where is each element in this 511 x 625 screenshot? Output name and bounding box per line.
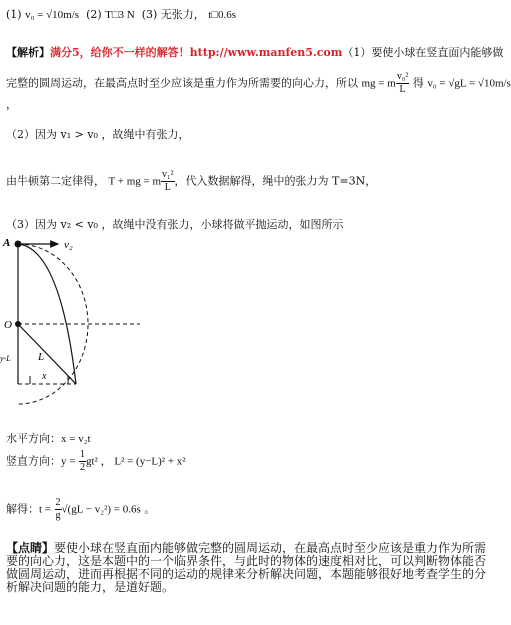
solve-num: 2	[55, 497, 61, 508]
p2b-fraction	[161, 170, 174, 193]
p2b-lead: 由牛顿第二定律得，	[6, 174, 105, 188]
p1-eq-fraction	[396, 72, 409, 95]
vertical-eq-line	[6, 450, 186, 473]
analysis-p1-lead: （1）要使小球在竖直面内能够做	[342, 46, 504, 59]
p1-eq-num: v₀²	[396, 71, 409, 82]
p1-result: v₀ = √gL = √10m/s	[427, 77, 511, 90]
vertical-num: 1	[79, 449, 85, 460]
vertical-den: 2	[79, 462, 85, 473]
answer-part1-label: (1)	[6, 8, 22, 21]
p1-end: ，	[6, 98, 17, 111]
solve-end: 。	[144, 502, 156, 516]
point-o	[15, 321, 21, 327]
solve-eq-line	[6, 498, 155, 521]
analysis-p1-text: 完整的圆周运动，在最高点时至少应该是重力作为所需要的向心力，所以	[6, 76, 358, 90]
rope-line	[18, 324, 76, 384]
analysis-p2b	[6, 170, 376, 193]
p2b-den: L	[164, 182, 171, 193]
comment-tag: 【点睛】	[6, 541, 55, 555]
solve-eq-right: √(gL − v₂²) = 0.6s	[61, 503, 141, 516]
label-l: L	[38, 351, 45, 363]
answer-part3-value: 无张力，	[160, 8, 205, 21]
solve-eq-left: t =	[39, 503, 52, 516]
label-o: O	[4, 319, 12, 331]
solve-label: 解得：	[6, 502, 39, 516]
analysis-tag: 【解析】	[6, 46, 50, 59]
analysis-p1-line2	[6, 72, 511, 95]
p2b-tail: ，代入数据解得，绳中的张力为 T=3N，	[174, 174, 377, 188]
answer-part1-value: v₀ = √10m/s	[25, 9, 80, 21]
vertical-eq-right: gt² ， L² = (y−L)² + x²	[85, 455, 186, 468]
p2b-eq: T + mg = m	[108, 175, 162, 188]
label-a: A	[3, 237, 11, 249]
p1-de: 得	[412, 76, 424, 90]
solve-den: g	[55, 510, 61, 521]
label-v2: v₂	[64, 239, 73, 251]
horizontal-eq: x = v₂t	[61, 433, 91, 445]
answer-part3-label: (3)	[141, 8, 158, 21]
p2b-num: v₁²	[162, 169, 174, 180]
motion-diagram	[0, 236, 160, 396]
answer-line	[6, 6, 236, 22]
label-y-minus-l: y-L	[0, 354, 11, 363]
answer-part2-label: (2)	[86, 8, 102, 21]
analysis-p3-line: （3）因为 v₂ < v₀ ，故绳中没有张力，小球将做平抛运动，如图所示	[6, 218, 344, 231]
horizontal-label: 水平方向：	[6, 432, 61, 445]
p1-eq-left: mg = m	[361, 77, 396, 90]
comment-paragraph	[6, 542, 494, 594]
answer-part2-value: T□3 N	[105, 9, 135, 21]
p1-eq-den: L	[399, 84, 406, 95]
horizontal-eq-line	[6, 430, 91, 446]
label-x: x	[42, 371, 47, 382]
vertical-eq-left: y =	[61, 455, 76, 468]
comment-text: 要使小球在竖直面内能够做完整的圆周运动，在最高点时至少应该是重力作为所需要的向心力，这是本题中的一个临界条件，与此时的物体的速度相对比，可以判断物体能否做圆周运动，进而再根据不同的运动的规律来分析解决问题，本题能够很好地考查学生的分析解决问题的能力，是道好题。	[6, 541, 487, 594]
answer-part3-time: t□0.6s	[208, 9, 237, 21]
solve-fraction	[55, 498, 62, 521]
vertical-label: 竖直方向：	[6, 454, 61, 468]
analysis-p2-line: （2）因为 v₁ > v₀ ，故绳中有张力，	[6, 128, 190, 141]
point-a	[15, 241, 22, 248]
vertical-fraction	[79, 450, 86, 473]
analysis-header	[6, 44, 503, 60]
parabola-trajectory	[18, 244, 76, 384]
promo-text: 满分5，给你不一样的解答！http://www.manfen5.com	[50, 46, 343, 59]
